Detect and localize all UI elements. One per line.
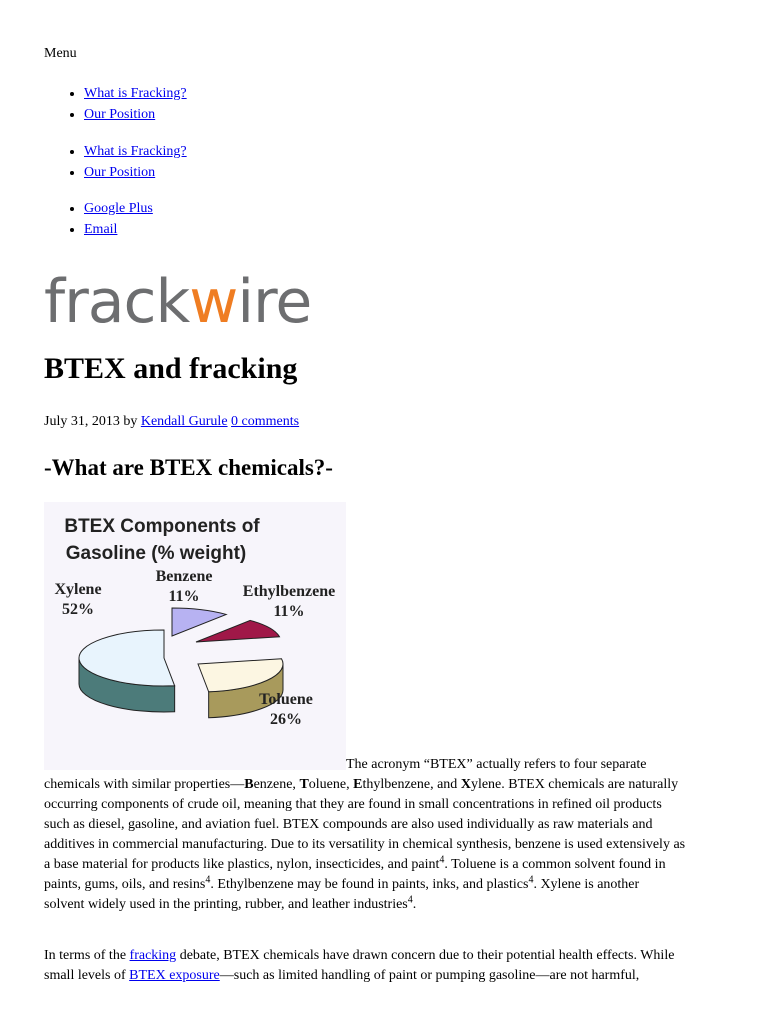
reference-4: 4 [407,894,413,906]
text: —such as limited handling of paint or pumping gasoline—are not harmful, [219,968,640,983]
reference-4: 4 [439,854,445,866]
by-label: by [123,414,138,429]
post-date: July 31, 2013 [44,414,120,429]
chart-title-line-2: Gasoline (% weight) [65,543,247,564]
paragraph-line [44,875,734,895]
pie-value-benzene: 11% [168,588,200,605]
text: . Xylene is another [533,877,640,892]
text: . Toluene is a common solvent found in [444,857,666,872]
menu-label[interactable]: Menu [44,46,77,61]
bold-initial: B [244,777,254,792]
text: debate, BTEX chemicals have drawn concern due to their potential health effects. While [176,948,675,963]
paragraph-line: such as diesel, gasoline, and aviation fuel. BTEX compounds are also used individually as raw materials and [44,817,653,832]
logo-text-frack: frack [44,267,190,337]
secondary-nav [44,141,187,183]
comments-link[interactable]: 0 comments [231,414,300,429]
pie-chart-svg [44,502,346,770]
pie-value-ethylbenzene: 11% [273,603,305,620]
nav-item [84,219,153,240]
logo-text-w: w [189,267,238,337]
social-nav [44,198,153,240]
article-meta [44,414,299,430]
paragraph-line [44,946,734,966]
paragraph-2 [44,946,734,986]
paragraph-1-first-line: The acronym “BTEX” actually refers to four separate [346,757,647,772]
pie-slice-ethylbenzene [196,620,279,642]
text: small levels of [44,968,130,983]
nav-link-what-is-fracking[interactable]: What is Fracking? [84,144,187,159]
pie-value-toluene: 26% [270,711,302,728]
text: paints, gums, oils, and resins [44,877,206,892]
nav-item [84,162,187,183]
bold-initial: E [353,777,363,792]
bold-initial: T [299,777,309,792]
nav-item [84,141,187,162]
nav-link-what-is-fracking[interactable]: What is Fracking? [84,86,187,101]
paragraph-line [44,966,734,986]
btex-exposure-link[interactable]: BTEX exposure [129,968,220,983]
logo-text-ire: ire [237,267,312,337]
primary-nav [44,83,187,125]
nav-link-email[interactable]: Email [84,222,118,237]
text: chemicals with similar properties— [44,777,245,792]
pie-slices [79,608,283,718]
nav-item [84,104,187,125]
paragraph-1 [44,775,734,915]
text: ylene. BTEX chemicals are naturally [470,777,679,792]
pie-slice-benzene [172,608,226,636]
nav-link-our-position[interactable]: Our Position [84,107,156,122]
text: In terms of the [44,948,130,963]
section-heading: -What are BTEX chemicals?- [44,455,333,480]
bold-initial: X [460,777,471,792]
author-link[interactable]: Kendall Gurule [140,414,228,429]
pie-label-xylene: Xylene [54,581,102,598]
pie-label-ethylbenzene: Ethylbenzene [242,583,336,600]
text: . [412,897,417,912]
text: solvent widely used in the printing, rubber, and leather industries [44,897,408,912]
text: thylbenzene, and [362,777,461,792]
text: enzene, [253,777,300,792]
pie-label-toluene: Toluene [259,691,313,708]
nav-link-our-position[interactable]: Our Position [84,165,156,180]
paragraph-line: additives in commercial manufacturing. Due to its versatility in chemical synthesis, benzene is used extensively as [44,837,686,852]
paragraph-line [44,855,734,875]
paragraph-line: occurring components of crude oil, meaning that they are found in small concentrations in refined oil products [44,797,662,812]
btex-pie-chart-image [44,502,346,770]
nav-item [84,83,187,104]
nav-link-google-plus[interactable]: Google Plus [84,201,153,216]
article-title: BTEX and fracking [44,352,298,385]
paragraph-line [44,775,734,795]
fracking-link[interactable]: fracking [129,948,177,963]
text: oluene, [308,777,354,792]
reference-4: 4 [528,874,534,886]
text: . Ethylbenzene may be found in paints, inks, and plastics [210,877,529,892]
site-logo[interactable] [44,267,312,337]
pie-value-xylene: 52% [62,601,94,618]
nav-item [84,198,153,219]
chart-title-line-1: BTEX Components of [64,516,260,537]
pie-label-benzene: Benzene [155,568,213,585]
paragraph-line [44,895,734,915]
text: a base material for products like plastics, nylon, insecticides, and paint [44,857,440,872]
reference-4: 4 [205,874,211,886]
